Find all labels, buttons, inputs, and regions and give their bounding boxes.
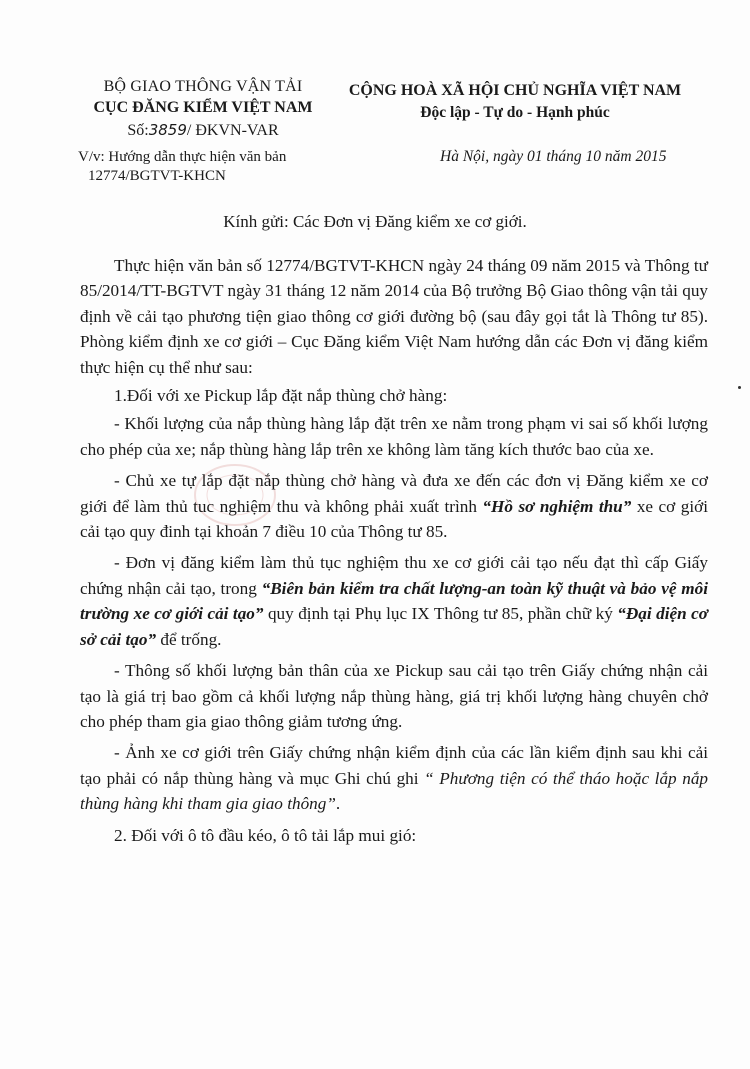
paragraph-certificate — [80, 550, 708, 652]
section-heading-1: 1.Đối với xe Pickup lắp đặt nắp thùng chở hàng: — [114, 386, 448, 406]
dateline: Hà Nội, ngày 01 tháng 10 năm 2015 — [440, 148, 667, 165]
scan-speck — [738, 386, 741, 389]
emphasis-run: “Biên bản kiểm tra chất lượng-an toàn kỹ thuật và bảo vệ môi trường xe cơ giới cải tạo” — [80, 578, 708, 624]
text-run: . — [335, 794, 341, 814]
text-run: để trống. — [156, 629, 222, 649]
text-run: - Chủ xe tự lắp đặt nắp thùng chở hàng và đưa xe đến các đơn vị Đăng kiểm xe cơ giới để làm thủ tuc nghiệm thu và không phải xuất trình — [80, 471, 708, 516]
text-run: quy định tại Phụ lục IX Thông tư 85, phần chữ ký — [263, 604, 618, 624]
text-run: xe cơ giới cải tạo quy đinh tại khoản 7 điều 10 của Thông tư 85. — [80, 496, 708, 542]
national-header-block — [345, 80, 685, 124]
emphasis-run: “Hồ sơ nghiệm thu” — [482, 496, 632, 516]
emphasis-run: “Đại diện cơ sở cải tạo” — [80, 604, 708, 649]
subject-line — [78, 148, 338, 186]
paragraph-intro: Thực hiện văn bản số 12774/BGTVT-KHCN ngày 24 tháng 09 năm 2015 và Thông tư 85/2014/TT-BGTVT ngày 31 tháng 12 năm 2014 của Bộ trưởng Bộ Giao thông vận tải quy định về cải tạo phương tiện giao thông cơ giới đường bộ (sau đây gọi tắt là Thông tư 85). Phòng kiểm định xe cơ giới – Cục Đăng kiểm Việt Nam hướng dẫn các Đơn vị đăng kiểm thực hiện cụ thể như sau: — [80, 256, 709, 377]
ministry-name: BỘ GIAO THÔNG VẬN TẢI — [103, 78, 303, 95]
subject-line-1: V/v: Hướng dẫn thực hiện văn bản — [78, 149, 287, 165]
italic-run: “ Phương tiện có thể tháo hoặc lắp nắp thùng hàng khi tham gia giao thông” — [80, 768, 709, 814]
doc-number-suffix: / ĐKVN-VAR — [186, 122, 279, 139]
country-name: CỘNG HOÀ XÃ HỘI CHỦ NGHĨA VIỆT NAM — [348, 82, 682, 99]
paragraph-mass-parameter: - Thông số khối lượng bản thân của xe Pickup sau cải tạo trên Giấy chứng nhận cải tạo là giá trị bao gồm cả khối lượng nắp thùng hàng, giá trị khối lượng hàng chuyên chở cho phép tham gia giao thông giảm tương ứng. — [80, 661, 708, 731]
document-number — [78, 120, 328, 141]
doc-number-handwritten: 3859 — [148, 121, 187, 139]
paragraph-weight-limit: - Khối lượng của nắp thùng hàng lắp đặt trên xe nằm trong phạm vi sai số khối lượng cho phép của xe; nắp thùng hàng lắp trên xe không làm tăng kích thước bao của xe. — [80, 414, 708, 459]
document-body — [80, 253, 708, 851]
paragraph-owner-install — [80, 468, 708, 544]
section-heading-2: 2. Đối với ô tô đầu kéo, ô tô tải lắp mui gió: — [114, 825, 417, 845]
text-run: - Ảnh xe cơ giới trên Giấy chứng nhận kiểm định của các lần kiểm định sau khi cải tạo phải có nắp thùng hàng và mục Ghi chú ghi — [80, 743, 708, 788]
salutation: Kính gửi: Các Đơn vị Đăng kiểm xe cơ giới. — [223, 212, 527, 231]
text-run: - Đơn vị đăng kiểm làm thủ tục nghiệm thu xe cơ giới cải tạo nếu đạt thì cấp Giấy chứng nhận cải tạo, trong — [80, 553, 708, 598]
national-motto: Độc lập - Tự do - Hạnh phúc — [420, 104, 610, 121]
doc-number-prefix: Số: — [127, 122, 149, 139]
department-name: CỤC ĐĂNG KIỂM VIỆT NAM — [93, 99, 313, 116]
issuing-agency-block — [78, 76, 328, 141]
paragraph-vehicle-photo — [80, 740, 708, 816]
subject-line-2: 12774/BGTVT-KHCN — [88, 168, 226, 184]
